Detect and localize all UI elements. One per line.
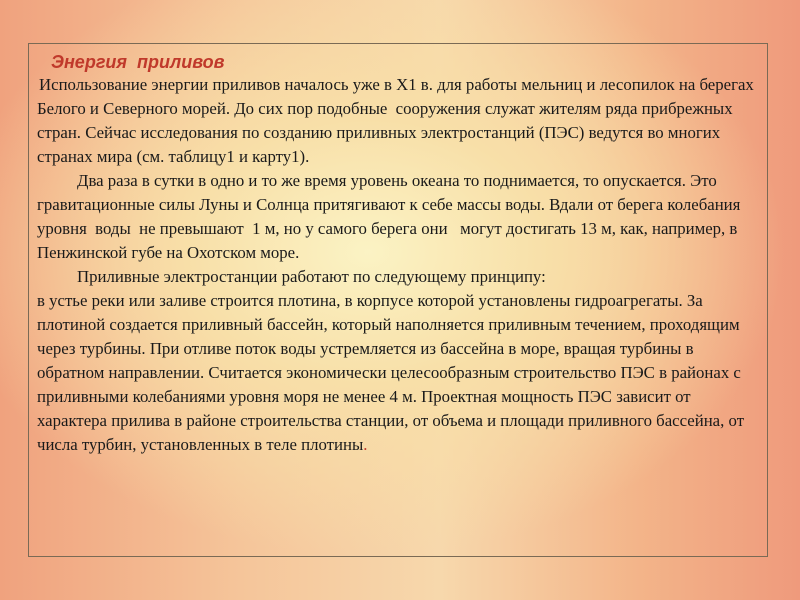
slide-text-frame xyxy=(28,43,768,557)
paragraph-principle-text: в устье реки или заливе строится плотина, в корпусе которой установлены гидроагрегаты. За плотиной создается приливный бассейн, который наполняется приливным течением, проходящим через турбины. При отливе поток воды устремляется из бассейна в море, вращая турбины в обратном направлении. Считается экономически целесообразным строительство ПЭС в районах с приливными колебаниями уровня моря не менее 4 м. Проектная мощность ПЭС зависит от характера прилива в районе строительства станции, от объема и площади приливного бассейна, от числа турбин, установленных в теле плотины xyxy=(37,291,749,454)
paragraph-principle xyxy=(37,289,759,457)
slide-title: Энергия приливов xyxy=(51,52,225,72)
paragraph-tides: Два раза в сутки в одно и то же время уровень океана то поднимается, то опускается. Это гравитационные силы Луны и Солнца притягивают к себе массы воды. Вдали от берега колебания уровня воды не превышают 1 м, но у самого берега они могут достигать 13 м, как, например, в Пенжинской губе на Охотском море. xyxy=(37,171,745,262)
trailing-dot: . xyxy=(363,435,368,454)
paragraph-principle-intro: Приливные электростанции работают по следующему принципу: xyxy=(77,267,546,286)
paragraph-history: Использование энергии приливов началось уже в Х1 в. для работы мельниц и лесопилок на берегах Белого и Северного морей. До сих пор подобные сооружения служат жителям ряда прибрежных стран. Сейчас исследования по созданию приливных электростанций (ПЭС) ведутся во многих странах мира (см. таблицу1 и карту1). xyxy=(37,75,758,166)
